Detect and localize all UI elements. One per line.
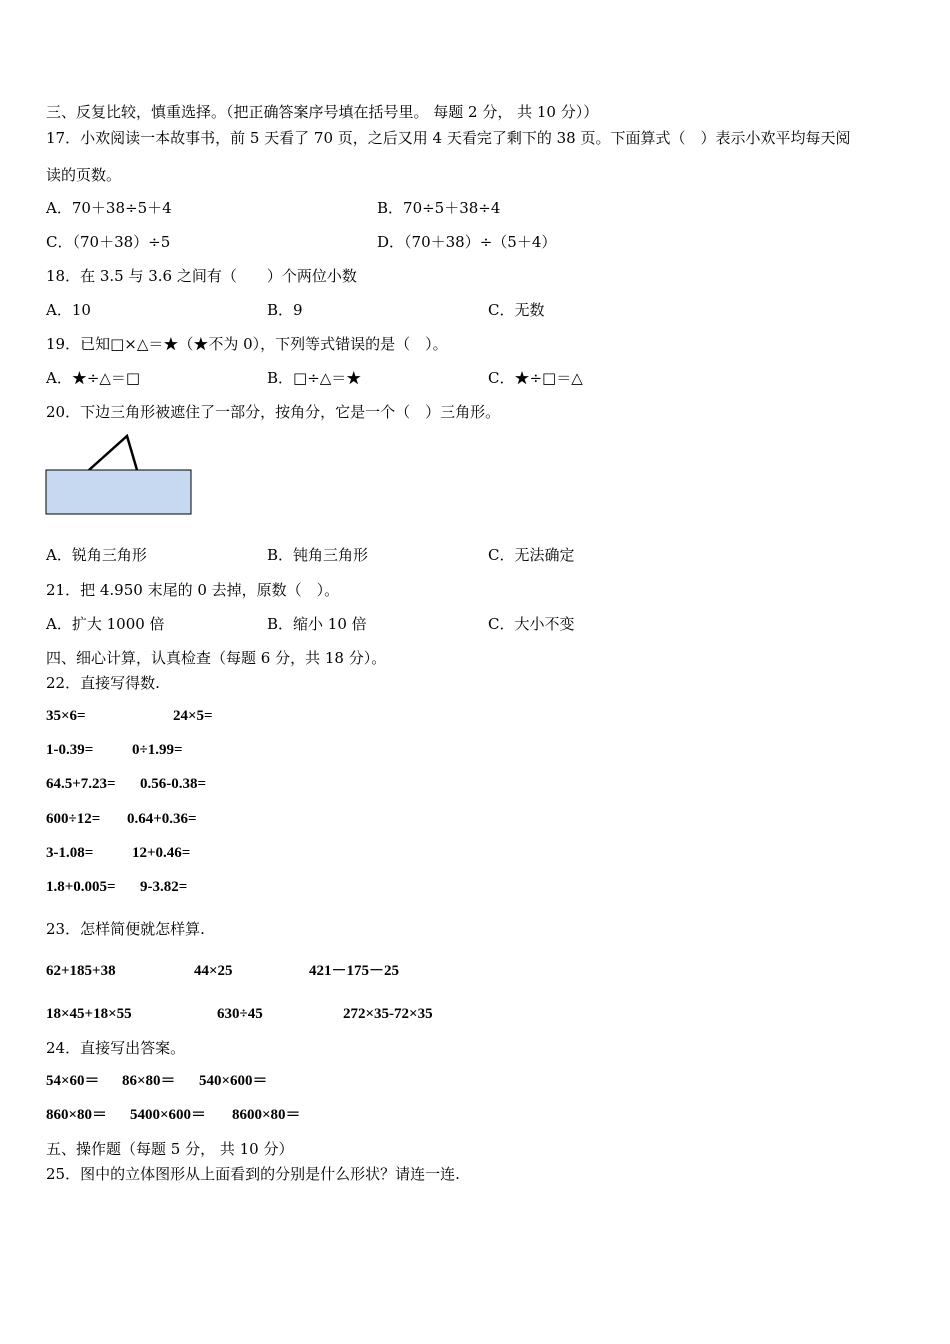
q18-option-a: A．10 (46, 301, 91, 319)
q22-r1-c1: 35×6= (46, 708, 86, 724)
section4-header: 四、细心计算，认真检查（每题 6 分，共 18 分）。 (46, 649, 387, 667)
q22-r2-c2: 0÷1.99= (132, 742, 183, 758)
q24-stem: 24．直接写出答案。 (46, 1039, 186, 1057)
q24-r1-c1: 54×60＝ (46, 1073, 100, 1089)
q22-r3-c1: 64.5+7.23= (46, 776, 116, 792)
q17-option-a: A．70＋38÷5＋4 (46, 199, 172, 217)
q20-option-a: A．锐角三角形 (46, 546, 147, 564)
q22-r4-c1: 600÷12= (46, 811, 101, 827)
q21-option-c: C．大小不变 (488, 615, 575, 633)
q23-r2-c1: 18×45+18×55 (46, 1006, 132, 1022)
q24-r2-c3: 8600×80＝ (232, 1107, 301, 1123)
q23-r1-c3: 421－175－25 (309, 963, 400, 979)
q17-option-c: C．（70＋38）÷5 (46, 233, 171, 251)
q22-r2-c1: 1-0.39= (46, 742, 94, 758)
q21-stem: 21．把 4.950 末尾的 0 去掉，原数（ ）。 (46, 581, 340, 599)
q18-option-c: C．无数 (488, 301, 545, 319)
q17-stem-line2: 读的页数。 (46, 166, 122, 184)
q20-option-c: C．无法确定 (488, 546, 575, 564)
q19-option-b: B．□÷△＝★ (267, 369, 362, 387)
q21-option-a: A．扩大 1000 倍 (46, 615, 165, 633)
section5-header: 五、操作题（每题 5 分， 共 10 分） (46, 1140, 294, 1158)
q19-option-c: C．★÷□＝△ (488, 369, 583, 387)
q17-stem-line1: 17．小欢阅读一本故事书，前 5 天看了 70 页，之后又用 4 天看完了剩下的 38 页。下面算式（ ）表示小欢平均每天阅 (46, 129, 851, 147)
q19-option-a: A．★÷△＝□ (46, 369, 141, 387)
q20-option-b: B．钝角三角形 (267, 546, 369, 564)
q22-r6-c1: 1.8+0.005= (46, 879, 116, 895)
section3-header: 三、反复比较，慎重选择。（把正确答案序号填在括号里。 每题 2 分， 共 10 分）） (46, 103, 599, 121)
q22-r1-c2: 24×5= (173, 708, 213, 724)
q22-r4-c2: 0.64+0.36= (127, 811, 197, 827)
q20-triangle-figure (45, 432, 195, 518)
q25-stem: 25．图中的立体图形从上面看到的分别是什么形状？请连一连. (46, 1165, 460, 1183)
q17-option-b: B．70÷5＋38÷4 (377, 199, 501, 217)
q19-stem: 19．已知□×△＝★（★不为 0），下列等式错误的是（ ）。 (46, 335, 448, 353)
q22-r3-c2: 0.56-0.38= (140, 776, 207, 792)
q20-stem: 20．下边三角形被遮住了一部分，按角分，它是一个（ ）三角形。 (46, 403, 501, 421)
q23-r2-c3: 272×35-72×35 (343, 1006, 433, 1022)
q18-stem: 18．在 3.5 与 3.6 之间有（ ）个两位小数 (46, 267, 357, 285)
q18-option-b: B．9 (267, 301, 303, 319)
q23-r1-c1: 62+185+38 (46, 963, 116, 979)
q23-r2-c2: 630÷45 (217, 1006, 263, 1022)
q24-r2-c1: 860×80＝ (46, 1107, 108, 1123)
q24-r2-c2: 5400×600＝ (130, 1107, 207, 1123)
cover-rectangle (46, 470, 191, 514)
q24-r1-c2: 86×80＝ (122, 1073, 176, 1089)
q17-option-d: D．（70＋38）÷（5＋4） (377, 233, 557, 251)
q21-option-b: B．缩小 10 倍 (267, 615, 367, 633)
q23-r1-c2: 44×25 (194, 963, 233, 979)
q23-stem: 23．怎样简便就怎样算. (46, 920, 205, 938)
q22-r5-c1: 3-1.08= (46, 845, 94, 861)
q24-r1-c3: 540×600＝ (199, 1073, 268, 1089)
q22-r6-c2: 9-3.82= (140, 879, 188, 895)
triangle-visible-edges (89, 436, 137, 470)
q22-stem: 22．直接写得数. (46, 674, 160, 692)
q22-r5-c2: 12+0.46= (132, 845, 191, 861)
